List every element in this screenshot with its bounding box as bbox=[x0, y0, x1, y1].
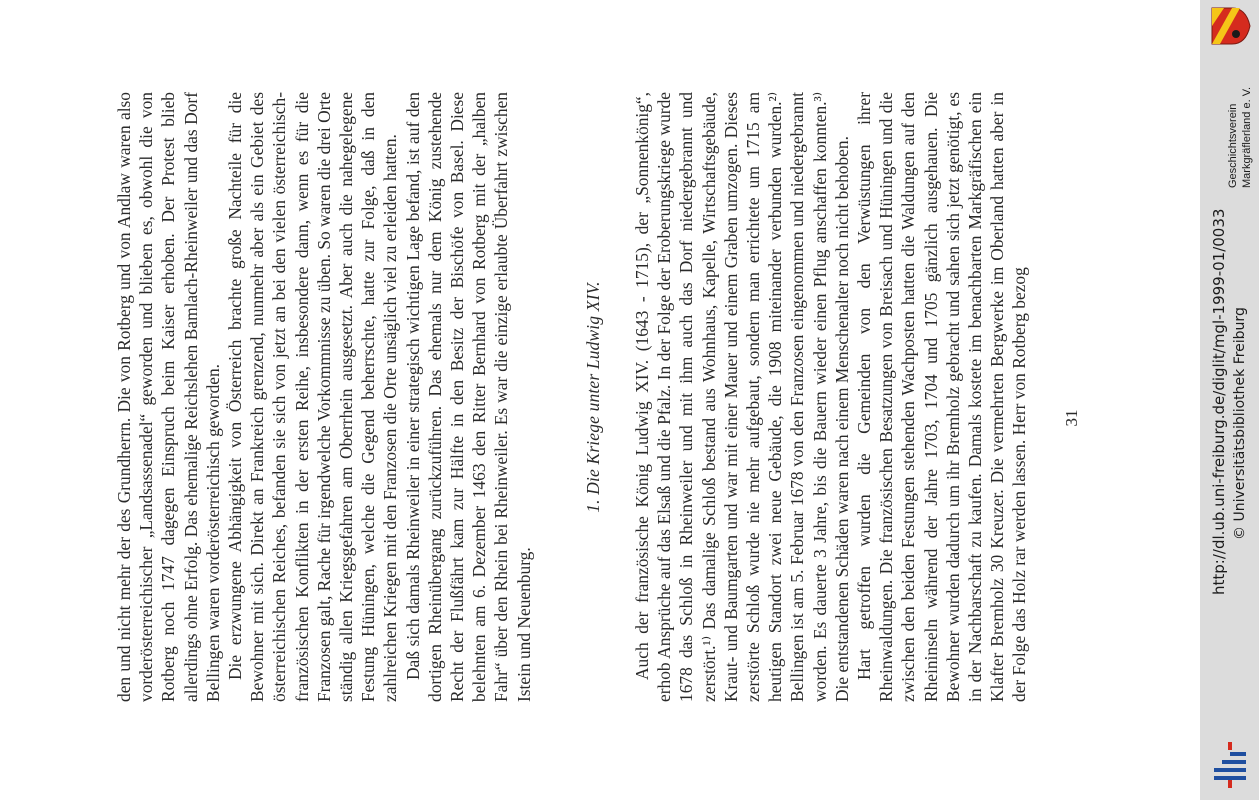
coat-of-arms-icon bbox=[1208, 4, 1252, 48]
section-heading: 1. Die Kriege unter Ludwig XIV. bbox=[583, 281, 603, 513]
society-name-line2: Markgräflerland e. V. bbox=[1241, 86, 1253, 188]
paragraph: Die erzwungene Abhängigkeit von Österreich brachte große Nachteile für die Bewohner mit sich. Direkt an Frankreich grenzend, nunmehr aber als ein Gebiet des österreichischen Reiches, befanden sie sich von jetzt an bei den vielen österreichisch-französischen Konflikten in der ersten Reihe, insbesondere dann, wenn es für die Franzosen galt, Rache für irgendwelche Vorkommnisse zu üben. So waren die drei Orte ständig allen Kriegsgefahren am Oberrhein ausgesetzt. Aber auch die nahegelegene Festung Hüningen, welche die Gegend beherrschte, hatte zur Folge, daß in den zahlreichen Kriegen mit den Franzosen die Orte unsäglich viel zu erleiden hatten. bbox=[225, 92, 401, 702]
text-column-2 bbox=[631, 92, 1031, 702]
paragraph: Auch der französische König Ludwig XIV. (1643 - 1715), der „Sonnenkönig“, erhob Ansprüche auf das Elsaß und die Pfalz. In der Folge der Eroberungskriege wurde 1678 das Schloß in Rheinweiler und mit ihm auch das Dorf niedergebrannt und zerstört.¹⁾ Das damalige Schloß bestand aus Wohnhaus, Kapelle, Wirtschaftsgebäude, Kraut- und Baumgarten und war mit einer Mauer und einem Graben umzogen. Dieses zerstörte Schloß wurde nie mehr aufgebaut, sondern man errichtete um 1715 am heutigen Standort zwei neue Gebäude, die 1908 miteinander verbunden wurden.²⁾ Bellingen ist am 5. Februar 1678 von den Franzosen eingenommen und niedergebrannt worden. Es dauerte 3 Jahre, bis die Bauern wieder einen Pflug anschaffen konnten.³⁾ Die entstandenen Schäden waren nach einem Menschenalter noch nicht behoben. bbox=[632, 92, 852, 702]
document-url-link[interactable]: http://dl.ub.uni-freiburg.de/diglit/mgl-1999-01/0033 bbox=[1210, 208, 1228, 595]
section-heading-wrap bbox=[560, 92, 630, 702]
text-column-1 bbox=[113, 92, 535, 702]
paragraph: Daß sich damals Rheinweiler in einer strategisch wichtigen Lage befand, ist auf den dortigen Rheinübergang zurückzuführen. Das ehemals nur dem König zustehende Recht der Flußfährt kam zur Hälfte in den Besitz der Bischöfe von Basel. Diese belehnten am 6. Dezember 1463 den Ritter Bernhard von Rotberg mit der „halben Fahr“ über den Rhein bei Rheinweiler. Es war die einzige erlaubte Überfahrt zwischen Istein und Neuenburg. bbox=[402, 92, 534, 702]
viewer-sidebar bbox=[1200, 0, 1259, 800]
society-name-line1: Geschichtsverein bbox=[1227, 103, 1239, 188]
library-copyright: © Universitätsbibliothek Freiburg bbox=[1232, 307, 1248, 540]
sidebar-rotated bbox=[1200, 0, 1259, 800]
page-number: 31 bbox=[1062, 409, 1081, 427]
paragraph: den und nicht mehr der des Grundherrn. Die von Rotberg und von Andlaw waren also vorderösterreichischer „Landsassenadel“ geworden und blieben es, obwohl die von Rotberg noch 1747 dagegen Einspruch beim Kaiser erhoben. Der Protest blieb allerdings ohne Erfolg. Das ehemalige Reichslehen Bamlach-Rheinweiler und das Dorf Bellingen waren vorderösterreichisch geworden. bbox=[114, 92, 223, 702]
ub-freiburg-logo-icon bbox=[1210, 740, 1250, 790]
paragraph: Hart getroffen wurden die Gemeinden von den Verwüstungen ihrer Rheinwaldungen. Die französischen Besatzungen von Breisach und Hüningen und die zwischen den beiden Festungen stehenden Wachposten hatten die Waldungen auf den Rheininseln während der Jahre 1703, 1704 und 1705 gänzlich ausgehauen. Die Bewohner wurden dadurch um ihr Bremholz gebracht und sahen sich jetzt genötigt, es in der Nachbarschaft zu kaufen. Damals kostete im benachbarten Markgräfischen ein Klafter Bremholz 30 Kreuzer. Die vermehrten Bergwerke im Oberland hatten aber in der Folge das Holz rar werden lassen. Herr von Rotberg bezog bbox=[854, 92, 1030, 702]
